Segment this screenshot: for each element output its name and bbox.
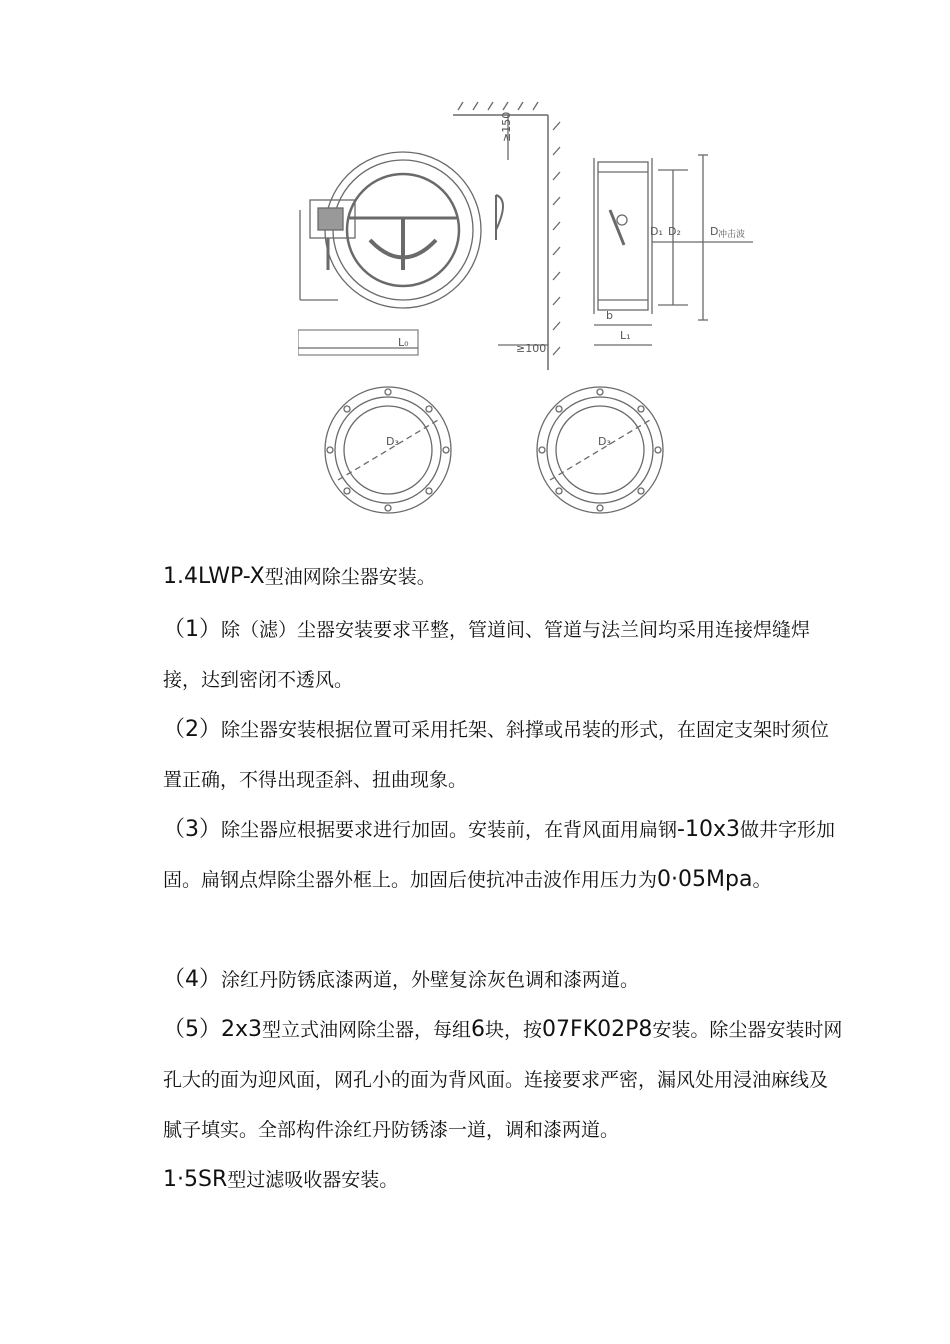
paragraph-5-size: 2x3 <box>221 1017 263 1042</box>
paragraph-2-number: （2） <box>163 717 221 742</box>
label-impact: 冲击波 <box>718 230 746 240</box>
label-b: b <box>606 309 613 322</box>
paragraph-5 <box>163 1005 843 1155</box>
paragraph-3-text-a: 除尘器应根据要求进行加固。安装前，在背风面用扁钢 <box>221 819 678 841</box>
paragraph-3-steel-size: -10x3 <box>677 817 740 842</box>
label-d2: D₂ <box>668 225 681 238</box>
paragraph-5-count: 6 <box>471 1017 486 1042</box>
label-ge100: ≥100 <box>516 342 547 355</box>
paragraph-3-text-b: 做井字形加固。扁钢点焊除尘器外框上。加固后使抗冲击波作用压力为 <box>163 819 835 891</box>
label-ge150: ≥150 <box>500 111 513 142</box>
paragraph-5-text-a: 型立式油网除尘器，每组 <box>262 1019 472 1041</box>
label-d3-right: D₃ <box>598 435 611 448</box>
flange-right <box>537 387 663 513</box>
paragraph-5-standard: 07FK02P8 <box>542 1017 653 1042</box>
paragraph-4-text: 涂红丹防锈底漆两道，外壁复涂灰色调和漆两道。 <box>221 969 640 991</box>
paragraph-1 <box>163 605 843 705</box>
section-1-5-number: 1·5SR <box>163 1167 228 1192</box>
section-1-4-title: 型油网除尘器安装。 <box>264 566 436 588</box>
section-1-4-number: 1.4LWP-X <box>163 564 265 589</box>
damper-front-view <box>300 152 481 308</box>
paragraph-1-number: （1） <box>163 617 221 642</box>
flange-left <box>325 387 451 513</box>
paragraph-3 <box>163 805 843 905</box>
label-l1: L₁ <box>620 329 631 342</box>
drawing-svg <box>298 100 758 520</box>
paragraph-2 <box>163 705 843 805</box>
section-1-5-title: 型过滤吸收器安装。 <box>227 1169 399 1191</box>
label-l0: L₀ <box>398 336 409 349</box>
technical-drawing <box>298 100 758 520</box>
label-d: D <box>710 225 719 238</box>
section-1-5-heading <box>163 1155 843 1205</box>
paragraph-1-text: 除（滤）尘器安装要求平整，管道间、管道与法兰间均采用连接焊缝焊接，达到密闭不透风。 <box>163 619 811 691</box>
damper-side-view <box>594 155 753 345</box>
paragraph-4 <box>163 955 843 1005</box>
paragraph-3-pressure: 0·05Mpa <box>657 867 753 892</box>
paragraph-5-text-c: 安装。除尘器安装时网孔大的面为迎风面，网孔小的面为背风面。连接要求严密，漏风处用浸油麻线及腻子填实。全部构件涂红丹防锈漆一道，调和漆两道。 <box>163 1019 843 1141</box>
paragraph-3-number: （3） <box>163 817 221 842</box>
paragraph-5-number: （5） <box>163 1017 221 1042</box>
paragraph-2-text: 除尘器安装根据位置可采用托架、斜撑或吊装的形式，在固定支架时须位置正确，不得出现歪斜、扭曲现象。 <box>163 719 830 791</box>
paragraph-3-text-c: 。 <box>752 869 772 891</box>
paragraph-5-text-b: 块，按 <box>485 1019 543 1041</box>
section-1-4-heading <box>163 552 843 602</box>
paragraph-4-number: （4） <box>163 967 221 992</box>
label-d1: D₁ <box>650 225 663 238</box>
label-d3-left: D₃ <box>386 435 399 448</box>
